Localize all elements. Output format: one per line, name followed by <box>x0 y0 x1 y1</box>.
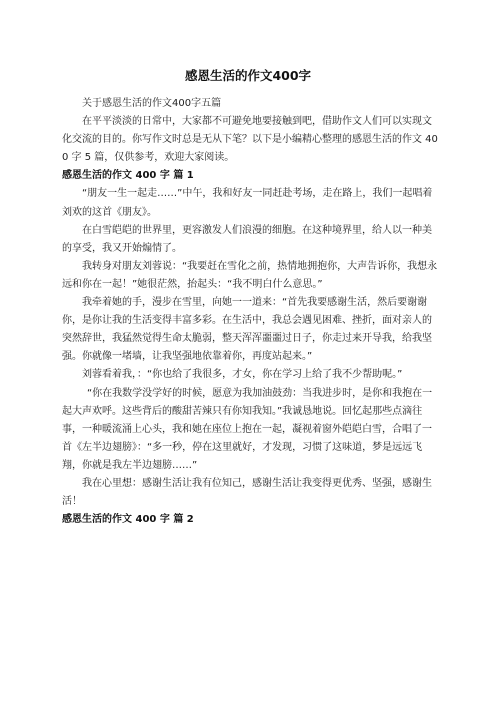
preface-paragraph: 在平平淡淡的日常中，大家都不可避免地要接触到吧，借助作文人们可以实现文化交流的目的。你写作文时总是无从下笔？以下是小编精心整理的感恩生活的作文 400 字 5 篇，仅供参考，欢迎大家阅读。 <box>62 116 438 164</box>
section-heading-2: 感恩生活的作文 400 字 篇 2 <box>62 514 194 526</box>
paragraph: 刘蓉看着我，：“你也给了我很多，才女，你在学习上给了我不少帮助呢。” <box>82 369 403 381</box>
paragraph: 我牵着她的手，漫步在雪里，向她一一道来：“首先我要感谢生活，然后要谢谢你，是你让我的生活变得丰富多彩。在生活中，我总会遇见困难、挫折，面对亲人的突然辞世，我猛然觉得生命太脆弱，整天浑浑噩噩过日子，你走过来开导我，给我坚强。你就像一堵墙，让我坚强地依靠着你，再度站起来。” <box>62 297 432 363</box>
paragraph: 我转身对朋友刘蓉说：“我要赶在雪化之前，热情地拥抱你，大声告诉你，我想永远和你在一起！”她很茫然，抬起头：“我不明白什么意思。” <box>62 260 438 290</box>
section-heading-1: 感恩生活的作文 400 字 篇 1 <box>62 170 194 182</box>
document-title: 感恩生活的作文400字 <box>184 68 312 83</box>
paragraph: 在白雪皑皑的世界里，更容激发人们浪漫的细胞。在这种境界里，给人以一种美的享受，我又开始煽情了。 <box>62 224 432 254</box>
paragraph: “你在我数学没学好的时候，愿意为我加油鼓劲：当我进步时，是你和我抱在一起大声欢呼。这些背后的酸甜苦辣只有你知我知。”我诚恳地说。回忆起那些点滴往事，一种暖流涌上心头，我和她在座位上抱在一起，凝视着窗外皑皑白雪，合唱了一首《左半边翅膀》：“多一秒，停在这里就好，才发现，习惯了这味道，梦是远远飞翔，你就是我左半边翅膀……” <box>62 387 433 471</box>
intro-line: 关于感恩生活的作文400字五篇 <box>82 98 222 109</box>
document-body <box>62 95 440 529</box>
paragraph: 我在心里想：感谢生活让我有位知己，感谢生活让我变得更优秀、坚强，感谢生活！ <box>62 477 432 508</box>
paragraph: “朋友一生一起走……”中午，我和好友一同赶赴考场，走在路上，我们一起唱着刘欢的这首《朋友》。 <box>62 188 433 218</box>
